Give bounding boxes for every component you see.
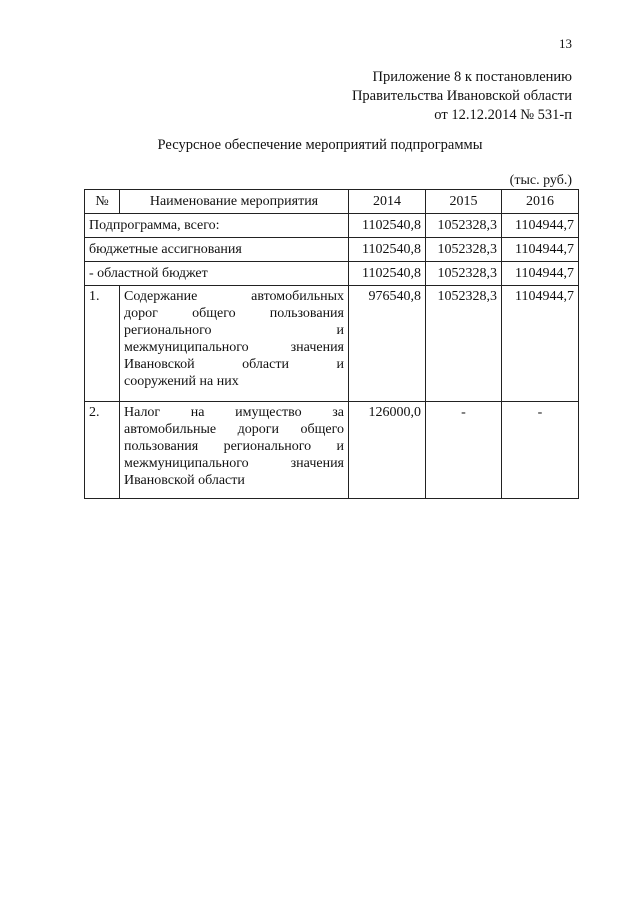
item-name-line: Содержание автомобильных <box>124 289 344 304</box>
cell-2014: 126000,0 <box>349 402 426 499</box>
item-name-line: дорог общего пользования <box>124 306 344 321</box>
table-row <box>85 402 579 499</box>
header-num: № <box>85 190 120 214</box>
item-name-line: автомобильные дороги общего <box>124 422 344 437</box>
item-name-line: межмуниципального значения <box>124 340 344 355</box>
table-row <box>85 262 579 286</box>
item-name-line: сооружений на них <box>124 374 239 389</box>
summary-label: Подпрограмма, всего: <box>85 214 349 238</box>
appendix-header <box>352 68 572 125</box>
cell-2014: 976540,8 <box>349 286 426 402</box>
item-name-line: регионального и <box>124 323 344 338</box>
item-name <box>120 402 349 499</box>
item-name <box>120 286 349 402</box>
resource-table <box>84 189 579 499</box>
cell-2016: 1104944,7 <box>502 214 579 238</box>
document-title: Ресурсное обеспечение мероприятий подпрограммы <box>157 137 483 153</box>
summary-label: бюджетные ассигнования <box>85 238 349 262</box>
item-name-line: пользования регионального и <box>124 439 344 454</box>
item-name-line: межмуниципального значения <box>124 456 344 471</box>
page-number: 13 <box>559 36 572 51</box>
item-name-line: Ивановской области <box>124 473 245 488</box>
header-name: Наименование мероприятия <box>120 190 349 214</box>
table-row <box>85 214 579 238</box>
cell-2015: 1052328,3 <box>426 286 502 402</box>
cell-2015: 1052328,3 <box>426 238 502 262</box>
header-2015: 2015 <box>426 190 502 214</box>
cell-2016: 1104944,7 <box>502 286 579 402</box>
cell-2016: 1104944,7 <box>502 238 579 262</box>
header-2014: 2014 <box>349 190 426 214</box>
cell-2014: 1102540,8 <box>349 262 426 286</box>
item-name-line: Ивановской области и <box>124 357 344 372</box>
item-name-line: Налог на имущество за <box>124 405 344 420</box>
cell-2015: - <box>426 402 502 499</box>
summary-label: - областной бюджет <box>85 262 349 286</box>
cell-2015: 1052328,3 <box>426 214 502 238</box>
cell-2016: 1104944,7 <box>502 262 579 286</box>
table-row <box>85 238 579 262</box>
item-num: 2. <box>85 402 120 499</box>
appendix-line-2: Правительства Ивановской области <box>351 88 572 104</box>
cell-2014: 1102540,8 <box>349 214 426 238</box>
units-label: (тыс. руб.) <box>509 173 572 188</box>
cell-2014: 1102540,8 <box>349 238 426 262</box>
cell-2016: - <box>502 402 579 499</box>
appendix-line-3: от 12.12.2014 № 531-п <box>434 107 572 123</box>
item-num: 1. <box>85 286 120 402</box>
table-header-row <box>85 190 579 214</box>
table-row <box>85 286 579 402</box>
header-2016: 2016 <box>502 190 579 214</box>
cell-2015: 1052328,3 <box>426 262 502 286</box>
appendix-line-1: Приложение 8 к постановлению <box>372 69 572 85</box>
